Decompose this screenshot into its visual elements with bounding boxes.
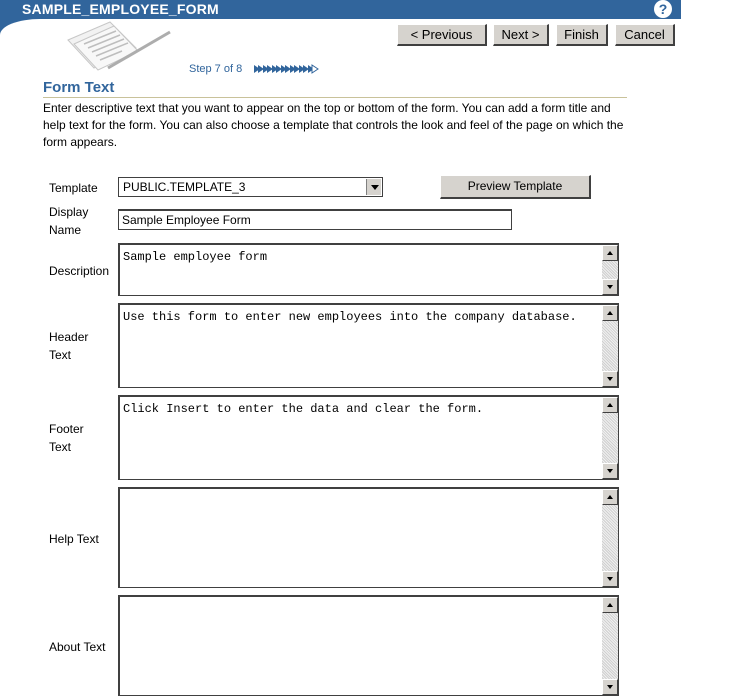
section-divider (43, 97, 627, 98)
scroll-up-icon[interactable] (602, 489, 618, 505)
footer-text-label-line1: Footer (49, 422, 84, 436)
header-text-label-line1: Header (49, 330, 89, 344)
scroll-down-icon[interactable] (602, 463, 618, 479)
scroll-up-icon[interactable] (602, 305, 618, 321)
scroll-down-icon[interactable] (602, 679, 618, 695)
scroll-up-icon[interactable] (602, 597, 618, 613)
template-select[interactable] (118, 177, 383, 197)
description-label: Description (49, 264, 110, 278)
footer-text-textarea[interactable] (118, 395, 619, 480)
scroll-down-icon[interactable] (602, 571, 618, 587)
display-name-label-line1: Display (49, 205, 89, 219)
description-scrollbar[interactable] (602, 245, 618, 295)
next-button[interactable]: Next > (493, 24, 549, 46)
finish-button[interactable]: Finish (556, 24, 608, 46)
display-name-label (49, 203, 88, 239)
step-indicator: Step 7 of 8 (189, 63, 243, 75)
scroll-up-icon[interactable] (602, 397, 618, 413)
preview-template-button[interactable]: Preview Template (440, 175, 591, 199)
chevron-down-icon[interactable] (366, 179, 381, 195)
header-text-textarea[interactable] (118, 303, 619, 388)
section-title: Form Text (43, 79, 115, 96)
template-label: Template (49, 181, 98, 195)
scroll-down-icon[interactable] (602, 279, 618, 295)
header-text-label-line2: Text (49, 348, 72, 362)
header-text-scrollbar[interactable] (602, 305, 618, 387)
form-wizard-logo-icon (58, 18, 176, 74)
display-name-label-line2: Name (49, 223, 82, 237)
help-icon[interactable]: ? (654, 0, 672, 18)
scroll-down-icon[interactable] (602, 371, 618, 387)
help-text-scrollbar[interactable] (602, 489, 618, 587)
scroll-up-icon[interactable] (602, 245, 618, 261)
title-bar-curve (0, 19, 40, 35)
step-progress-arrows-icon (254, 64, 320, 74)
about-text-label: About Text (49, 640, 106, 654)
display-name-field[interactable] (118, 209, 512, 230)
cancel-button[interactable]: Cancel (615, 24, 675, 46)
help-text-label: Help Text (49, 532, 99, 546)
description-textarea[interactable] (118, 243, 619, 296)
window-title: SAMPLE_EMPLOYEE_FORM (22, 1, 219, 17)
description-value: Sample employee form (123, 250, 268, 264)
footer-text-label (49, 420, 84, 456)
footer-text-scrollbar[interactable] (602, 397, 618, 479)
header-text-value: Use this form to enter new employees into the company database. (123, 310, 577, 324)
footer-text-value: Click Insert to enter the data and clear the form. (123, 402, 484, 416)
section-description: Enter descriptive text that you want to appear on the top or bottom of the form. You can add a form title and help text for the form. You can also choose a template that controls the look and feel of the page on which the form appears. (43, 101, 624, 149)
display-name-value: Sample Employee Form (122, 213, 251, 227)
about-text-textarea[interactable] (118, 595, 619, 696)
help-text-textarea[interactable] (118, 487, 619, 588)
previous-button[interactable]: < Previous (397, 24, 487, 46)
about-text-scrollbar[interactable] (602, 597, 618, 695)
footer-text-label-line2: Text (49, 440, 72, 454)
header-text-label (49, 328, 88, 364)
template-select-value: PUBLIC.TEMPLATE_3 (123, 180, 246, 194)
